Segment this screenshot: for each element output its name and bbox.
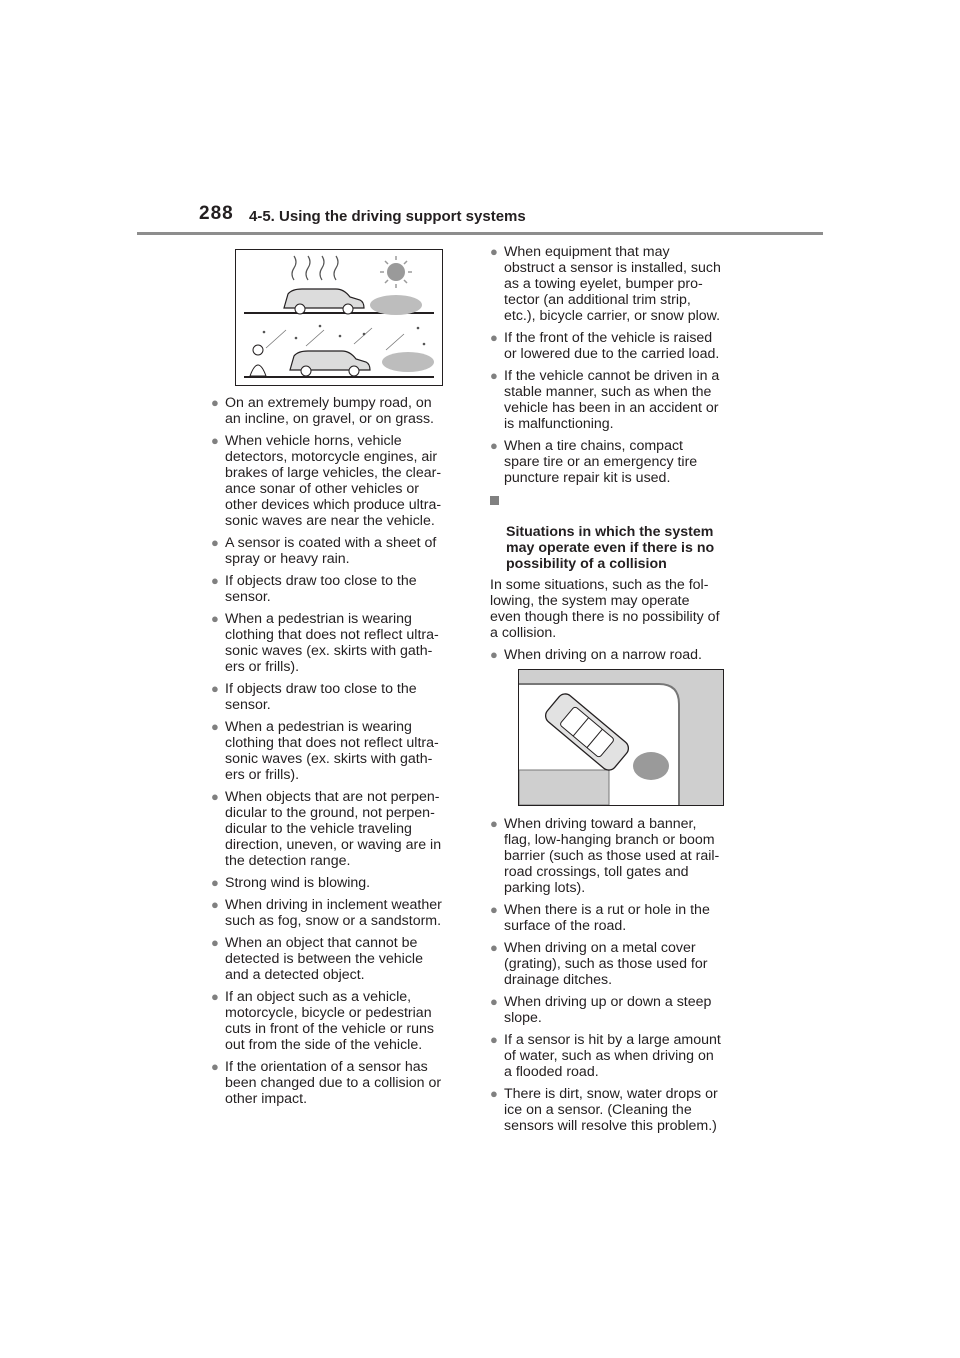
list-item: ● There is dirt, snow, water drops or ice on a sensor. (Cleaning the sensors will resolve this problem.) [490, 1086, 718, 1134]
page-header [0, 0, 960, 240]
bullet-icon: ● [490, 438, 498, 453]
left-column [211, 244, 469, 1113]
list-item: ● If an object such as a vehicle, motorcycle, bicycle or pedestrian cuts in front of the vehicle or runs out from the side of the vehicle. [211, 989, 434, 1053]
figure-weather-conditions [235, 249, 443, 386]
list-item: ● When driving on a metal cover (grating), such as those used for drainage ditches. [490, 940, 708, 988]
bullet-icon: ● [490, 1032, 498, 1047]
sun-icon [380, 256, 412, 288]
list-item: ● When driving up or down a steep slope. [490, 994, 712, 1026]
list-item: ● When a pedestrian is wearing clothing that does not reflect ultra- sonic waves (ex. skirts with gath- ers or frills). [211, 719, 439, 783]
bullet-icon: ● [211, 1059, 219, 1074]
bullet-icon: ● [211, 395, 219, 410]
bullet-icon: ● [211, 611, 219, 626]
bullet-icon: ● [490, 1086, 498, 1101]
list-item: ● When a pedestrian is wearing clothing that does not reflect ultra- sonic waves (ex. skirts with gath- ers or frills). [211, 611, 439, 675]
header-rule [137, 232, 823, 235]
section-title: 4-5. Using the driving support systems [249, 208, 526, 225]
list-item: ● If objects draw too close to the sensor. [211, 681, 417, 713]
car-icon [284, 289, 364, 314]
list-item: ● If the front of the vehicle is raised or lowered due to the carried load. [490, 330, 720, 362]
square-marker-icon [490, 496, 499, 505]
bullet-icon: ● [490, 330, 498, 345]
bullet-icon: ● [211, 875, 219, 890]
list-item: ● When objects that are not perpen- dicular to the ground, not perpen- dicular to the vehicle traveling direction, uneven, or waving are in the detection range. [211, 789, 442, 869]
list-item: ● Strong wind is blowing. [211, 875, 371, 891]
bullet-icon: ● [490, 244, 498, 259]
bullet-icon: ● [490, 902, 498, 917]
bullet-icon: ● [490, 647, 498, 662]
list-item: ● When driving in inclement weather such as fog, snow or a sandstorm. [211, 897, 442, 929]
list-item: ● When there is a rut or hole in the surface of the road. [490, 902, 710, 934]
list-item: ● When driving toward a banner, flag, low-hanging branch or boom barrier (such as those used at rail- road crossings, toll gates and parking lots). [490, 816, 720, 896]
bullet-icon: ● [211, 433, 219, 448]
bullet-icon: ● [490, 940, 498, 955]
intro-paragraph: In some situations, such as the fol- lowing, the system may operate even though there is no possibility of a collision. [490, 577, 720, 641]
list-item: ● If a sensor is hit by a large amount of water, such as when driving on a flooded road. [490, 1032, 721, 1080]
bullet-icon: ● [490, 994, 498, 1009]
list-item: ● When equipment that may obstruct a sensor is installed, such as a towing eyelet, bumper pro- tector (an additional trim strip, etc.), bicycle carrier, or snow plow. [490, 244, 721, 324]
bullet-icon: ● [490, 368, 498, 383]
figure-narrow-road [518, 669, 724, 806]
bullet-icon: ● [211, 789, 219, 804]
list-item: ● On an extremely bumpy road, on an incline, on gravel, or on grass. [211, 395, 434, 427]
list-item: ● When an object that cannot be detected is between the vehicle and a detected object. [211, 935, 423, 983]
bullet-icon: ● [211, 989, 219, 1004]
list-item: ● If the orientation of a sensor has been changed due to a collision or other impact. [211, 1059, 442, 1107]
bullet-icon: ● [211, 935, 219, 950]
list-item: ● When vehicle horns, vehicle detectors, motorcycle engines, air brakes of large vehicles, the clear- ance sonar of other vehicles or other devices which produce ultra- sonic waves are near the vehicle. [211, 433, 442, 529]
list-item: ● If objects draw too close to the sensor. [211, 573, 417, 605]
bullet-icon: ● [211, 535, 219, 550]
list-item: ● If the vehicle cannot be driven in a stable manner, such as when the vehicle has been in an accident or is malfunctioning. [490, 368, 720, 432]
list-item: ● When driving on a narrow road. [490, 647, 702, 663]
list-item: ● When a tire chains, compact spare tire or an emergency tire puncture repair kit is used. [490, 438, 698, 486]
pedestrian-icon [250, 345, 266, 376]
right-column [490, 244, 752, 1140]
car-icon [290, 351, 370, 376]
bullet-icon: ● [211, 897, 219, 912]
subsection-heading: Situations in which the system may operate even if there is no possibility of a collision [490, 492, 752, 572]
bullet-icon: ● [211, 719, 219, 734]
bullet-icon: ● [490, 816, 498, 831]
list-item: ● A sensor is coated with a sheet of spray or heavy rain. [211, 535, 437, 567]
page-number: 288 [199, 203, 234, 224]
bullet-icon: ● [211, 573, 219, 588]
bullet-icon: ● [211, 681, 219, 696]
